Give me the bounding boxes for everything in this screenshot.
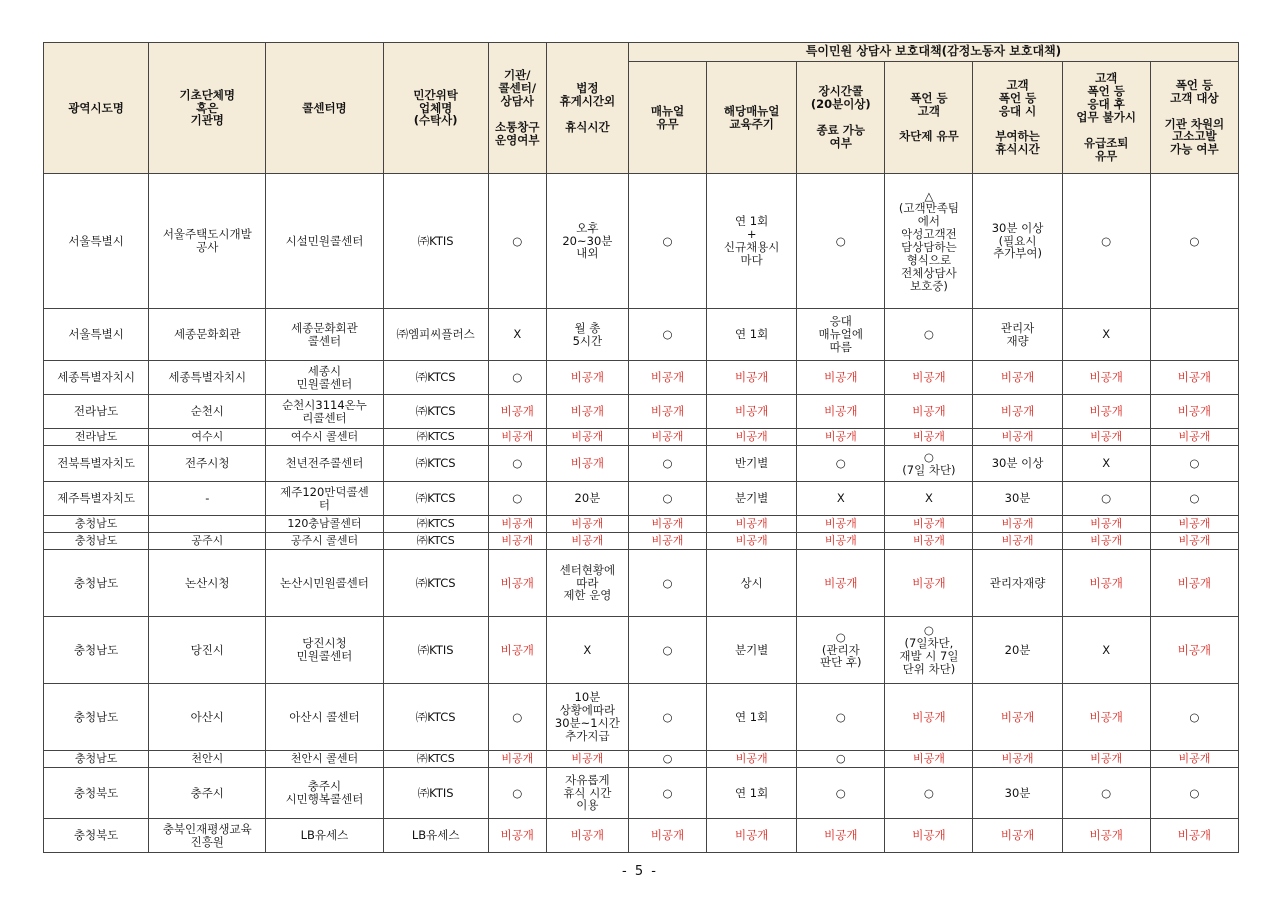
table-cell: ㈜KTCS bbox=[383, 395, 488, 429]
table-row bbox=[44, 768, 1239, 819]
table-cell: 비공개 bbox=[1062, 516, 1150, 533]
table-cell: ㈜KTCS bbox=[383, 446, 488, 482]
table-cell: X bbox=[1062, 446, 1150, 482]
table-cell: 전주시청 bbox=[149, 446, 266, 482]
header-long-call-termination: 장시간콜 (20분이상) 종료 가능 여부 bbox=[797, 62, 885, 174]
table-cell: 비공개 bbox=[546, 819, 628, 853]
table-cell: ○ bbox=[488, 361, 546, 395]
table-cell: 천년전주콜센터 bbox=[266, 446, 383, 482]
table-cell: ○ bbox=[628, 768, 706, 819]
table-row bbox=[44, 550, 1239, 617]
table-cell: 비공개 bbox=[546, 516, 628, 533]
table-cell: 비공개 bbox=[973, 516, 1062, 533]
table-cell: 비공개 bbox=[797, 395, 885, 429]
table-cell: ○ (7일차단, 재발 시 7일 단위 차단) bbox=[885, 617, 973, 684]
table-cell: ○ bbox=[488, 684, 546, 751]
table-cell: 충청북도 bbox=[44, 768, 149, 819]
page-number: - 5 - bbox=[622, 864, 658, 879]
table-cell: 120충남콜센터 bbox=[266, 516, 383, 533]
table-cell: ㈜KTCS bbox=[383, 516, 488, 533]
table-cell: 자유롭게 휴식 시간 이용 bbox=[546, 768, 628, 819]
table-cell: 비공개 bbox=[488, 617, 546, 684]
table-cell: 비공개 bbox=[1150, 617, 1238, 684]
table-cell: ○ bbox=[885, 768, 973, 819]
header-call-center-name: 콜센터명 bbox=[266, 43, 383, 174]
table-cell: 비공개 bbox=[885, 751, 973, 768]
table-cell: 세종특별자치시 bbox=[44, 361, 149, 395]
table-cell: 천안시 콜센터 bbox=[266, 751, 383, 768]
table-row bbox=[44, 309, 1239, 361]
table-cell: 센터현황에 따라 제한 운영 bbox=[546, 550, 628, 617]
table-cell: ○ bbox=[797, 684, 885, 751]
table-cell: 비공개 bbox=[1150, 516, 1238, 533]
table-cell: 비공개 bbox=[1062, 395, 1150, 429]
table-cell: ○ bbox=[797, 174, 885, 309]
table-row bbox=[44, 446, 1239, 482]
table-cell: 상시 bbox=[707, 550, 797, 617]
table-cell: ㈜KTCS bbox=[383, 429, 488, 446]
table-cell: 비공개 bbox=[885, 533, 973, 550]
table-cell: 비공개 bbox=[488, 429, 546, 446]
table-cell: 비공개 bbox=[1062, 429, 1150, 446]
table-cell: 세종문화회관 bbox=[149, 309, 266, 361]
table-cell: 30분 이상 bbox=[973, 446, 1062, 482]
table-cell: ○ bbox=[1150, 768, 1238, 819]
table-cell: 연 1회 bbox=[707, 768, 797, 819]
table-cell: ㈜KTCS bbox=[383, 751, 488, 768]
table-cell: 전라남도 bbox=[44, 429, 149, 446]
table-cell: 비공개 bbox=[546, 395, 628, 429]
table-cell: 비공개 bbox=[973, 361, 1062, 395]
table-cell: 충청남도 bbox=[44, 533, 149, 550]
table-row bbox=[44, 533, 1239, 550]
table-cell: 비공개 bbox=[546, 533, 628, 550]
table-cell: 여수시 bbox=[149, 429, 266, 446]
table-row bbox=[44, 429, 1239, 446]
table-cell: 비공개 bbox=[1150, 429, 1238, 446]
table-cell: 10분 상황에따라 30분~1시간 추가지급 bbox=[546, 684, 628, 751]
table-cell: ○ bbox=[488, 446, 546, 482]
header-customer-blocking: 폭언 등 고객 차단제 유무 bbox=[885, 62, 973, 174]
header-contractor: 민간위탁 업체명 (수탁사) bbox=[383, 43, 488, 174]
table-cell: ○ bbox=[628, 617, 706, 684]
table-cell: 비공개 bbox=[707, 361, 797, 395]
table-cell: 비공개 bbox=[797, 533, 885, 550]
table-cell: 관리자재량 bbox=[973, 550, 1062, 617]
table-cell: 30분 bbox=[973, 482, 1062, 516]
header-rest-time: 고객 폭언 등 응대 시 부여하는 휴식시간 bbox=[973, 62, 1062, 174]
table-cell: 공주시 bbox=[149, 533, 266, 550]
table-cell: LB유세스 bbox=[266, 819, 383, 853]
table-cell: 월 총 5시간 bbox=[546, 309, 628, 361]
table-cell: ㈜KTIS bbox=[383, 174, 488, 309]
table-cell: 비공개 bbox=[885, 395, 973, 429]
table-cell: 비공개 bbox=[885, 550, 973, 617]
table-cell: 논산시민원콜센터 bbox=[266, 550, 383, 617]
table-cell: 비공개 bbox=[973, 684, 1062, 751]
table-cell: 충청남도 bbox=[44, 751, 149, 768]
header-manual: 매뉴얼 유무 bbox=[628, 62, 706, 174]
table-cell: X bbox=[1062, 617, 1150, 684]
table-cell: 비공개 bbox=[707, 429, 797, 446]
table-cell: ○ bbox=[797, 751, 885, 768]
table-row bbox=[44, 819, 1239, 853]
table-cell: 충청남도 bbox=[44, 684, 149, 751]
table-cell: 비공개 bbox=[1150, 751, 1238, 768]
table-cell: 비공개 bbox=[885, 684, 973, 751]
header-extra-break: 법정 휴게시간외 휴식시간 bbox=[546, 43, 628, 174]
table-cell: 충주시 bbox=[149, 768, 266, 819]
table-cell: 비공개 bbox=[707, 395, 797, 429]
table-row bbox=[44, 482, 1239, 516]
table-cell: ㈜KTIS bbox=[383, 617, 488, 684]
table-cell: ○ bbox=[1150, 174, 1238, 309]
table-cell: 순천시 bbox=[149, 395, 266, 429]
table-cell: ○ bbox=[1150, 684, 1238, 751]
table-cell: 반기별 bbox=[707, 446, 797, 482]
table-cell: 비공개 bbox=[1150, 533, 1238, 550]
table-cell: 충주시 시민행복콜센터 bbox=[266, 768, 383, 819]
header-training-cycle: 해당매뉴얼 교육주기 bbox=[707, 62, 797, 174]
table-cell: 비공개 bbox=[1150, 395, 1238, 429]
table-cell: ○ bbox=[1150, 446, 1238, 482]
table-cell: 비공개 bbox=[1150, 550, 1238, 617]
table-cell: 비공개 bbox=[885, 819, 973, 853]
table-cell: 비공개 bbox=[546, 751, 628, 768]
table-cell: ○ bbox=[797, 768, 885, 819]
table-cell: 서울주택도시개발 공사 bbox=[149, 174, 266, 309]
table-cell: ㈜KTCS bbox=[383, 550, 488, 617]
table-cell: X bbox=[797, 482, 885, 516]
table-cell: 제주특별자치도 bbox=[44, 482, 149, 516]
table-cell: 비공개 bbox=[488, 819, 546, 853]
table-cell: 아산시 bbox=[149, 684, 266, 751]
table-cell: 비공개 bbox=[628, 819, 706, 853]
table-cell: 비공개 bbox=[488, 395, 546, 429]
table-cell: 당진시 bbox=[149, 617, 266, 684]
table-cell: 오후 20~30분 내외 bbox=[546, 174, 628, 309]
table-row bbox=[44, 751, 1239, 768]
table-cell: 연 1회 bbox=[707, 309, 797, 361]
table-cell: 비공개 bbox=[488, 550, 546, 617]
table-cell: 비공개 bbox=[707, 819, 797, 853]
header-metro-region: 광역시도명 bbox=[44, 43, 149, 174]
table-cell: 제주120만덕콜센 터 bbox=[266, 482, 383, 516]
table-cell: - bbox=[149, 482, 266, 516]
table-cell: 비공개 bbox=[488, 533, 546, 550]
table-cell: 시설민원콜센터 bbox=[266, 174, 383, 309]
table-cell: 30분 bbox=[973, 768, 1062, 819]
table-cell: ○ bbox=[1150, 482, 1238, 516]
table-cell: 순천시3114온누 리콜센터 bbox=[266, 395, 383, 429]
header-protection-group: 특이민원 상담사 보호대책(감정노동자 보호대책) bbox=[628, 43, 1238, 62]
table-cell: 논산시청 bbox=[149, 550, 266, 617]
table-cell: 당진시청 민원콜센터 bbox=[266, 617, 383, 684]
table-cell: 비공개 bbox=[1062, 361, 1150, 395]
table-cell: 연 1회 bbox=[707, 684, 797, 751]
table-cell: ○ bbox=[1062, 174, 1150, 309]
table-row bbox=[44, 395, 1239, 429]
table-cell: 비공개 bbox=[797, 516, 885, 533]
table-cell: 비공개 bbox=[1062, 533, 1150, 550]
table-cell: 비공개 bbox=[1062, 751, 1150, 768]
table-cell: 비공개 bbox=[797, 361, 885, 395]
table-cell bbox=[1150, 309, 1238, 361]
table-row bbox=[44, 684, 1239, 751]
table-cell: ㈜엠피씨플러스 bbox=[383, 309, 488, 361]
table-cell: 비공개 bbox=[797, 550, 885, 617]
table-cell: 응대 매뉴얼에 따름 bbox=[797, 309, 885, 361]
header-paid-early-leave: 고객 폭언 등 응대 후 업무 불가시 유급조퇴 유무 bbox=[1062, 62, 1150, 174]
table-cell: 20분 bbox=[973, 617, 1062, 684]
table-cell: 충청북도 bbox=[44, 819, 149, 853]
table-cell: 서울특별시 bbox=[44, 174, 149, 309]
table-cell: 비공개 bbox=[885, 429, 973, 446]
table-cell: ○ bbox=[488, 174, 546, 309]
table-cell: 비공개 bbox=[1150, 819, 1238, 853]
table-cell: ○ (관리자 판단 후) bbox=[797, 617, 885, 684]
table-cell: 비공개 bbox=[628, 516, 706, 533]
table-cell: X bbox=[546, 617, 628, 684]
table-cell: 비공개 bbox=[488, 516, 546, 533]
table-cell: △ (고객만족팀 에서 악성고객전 담상담하는 형식으로 전체상담사 보호중) bbox=[885, 174, 973, 309]
table-cell: X bbox=[488, 309, 546, 361]
table-cell: 충청남도 bbox=[44, 516, 149, 533]
table-cell: 비공개 bbox=[1062, 684, 1150, 751]
table-cell: ㈜KTCS bbox=[383, 482, 488, 516]
table-cell: 비공개 bbox=[628, 429, 706, 446]
table-cell: 여수시 콜센터 bbox=[266, 429, 383, 446]
table-cell: 서울특별시 bbox=[44, 309, 149, 361]
table-cell: ㈜KTCS bbox=[383, 684, 488, 751]
table-cell: 비공개 bbox=[973, 751, 1062, 768]
table-cell: 전라남도 bbox=[44, 395, 149, 429]
table-cell: 비공개 bbox=[973, 533, 1062, 550]
table-cell: 비공개 bbox=[1150, 361, 1238, 395]
call-center-protection-table bbox=[43, 42, 1239, 853]
header-communication-channel: 기관/ 콜센터/ 상담사 소통창구 운영여부 bbox=[488, 43, 546, 174]
table-cell: 천안시 bbox=[149, 751, 266, 768]
table-cell: ○ bbox=[628, 446, 706, 482]
table-row bbox=[44, 361, 1239, 395]
table-cell: ○ bbox=[628, 309, 706, 361]
table-cell: ○ bbox=[488, 768, 546, 819]
table-cell: 비공개 bbox=[546, 429, 628, 446]
table-cell: 비공개 bbox=[628, 533, 706, 550]
table-cell: 비공개 bbox=[885, 516, 973, 533]
table-cell: 비공개 bbox=[546, 446, 628, 482]
table-cell: LB유세스 bbox=[383, 819, 488, 853]
table-cell: ㈜KTCS bbox=[383, 361, 488, 395]
table-cell: 비공개 bbox=[885, 361, 973, 395]
table-cell: 연 1회 + 신규채용시 마다 bbox=[707, 174, 797, 309]
table-cell: 비공개 bbox=[973, 819, 1062, 853]
table-cell: 비공개 bbox=[707, 751, 797, 768]
table-row bbox=[44, 174, 1239, 309]
table-cell: 비공개 bbox=[628, 395, 706, 429]
table-cell: 세종특별자치시 bbox=[149, 361, 266, 395]
table-cell: 분기별 bbox=[707, 482, 797, 516]
table-cell: ㈜KTCS bbox=[383, 533, 488, 550]
table-cell: 비공개 bbox=[628, 361, 706, 395]
table-cell: 비공개 bbox=[1062, 550, 1150, 617]
table-cell: 비공개 bbox=[488, 751, 546, 768]
table-cell: 충청남도 bbox=[44, 550, 149, 617]
table-cell: ○ bbox=[628, 482, 706, 516]
table-cell: X bbox=[1062, 309, 1150, 361]
table-cell: ㈜KTIS bbox=[383, 768, 488, 819]
table-cell: ○ (7일 차단) bbox=[885, 446, 973, 482]
table-cell: 세종문화회관 콜센터 bbox=[266, 309, 383, 361]
table-cell: ○ bbox=[628, 550, 706, 617]
table-row bbox=[44, 516, 1239, 533]
table-cell: ○ bbox=[628, 684, 706, 751]
table-cell: 비공개 bbox=[797, 429, 885, 446]
table-cell: 아산시 콜센터 bbox=[266, 684, 383, 751]
table-cell: 비공개 bbox=[707, 533, 797, 550]
table-cell: 비공개 bbox=[797, 819, 885, 853]
table-body bbox=[44, 174, 1239, 853]
table-cell: 충청남도 bbox=[44, 617, 149, 684]
table-cell: 20분 bbox=[546, 482, 628, 516]
table-cell: 충북인재평생교육 진흥원 bbox=[149, 819, 266, 853]
header-legal-action: 폭언 등 고객 대상 기관 차원의 고소고발 가능 여부 bbox=[1150, 62, 1238, 174]
table-row bbox=[44, 617, 1239, 684]
table-cell: 세종시 민원콜센터 bbox=[266, 361, 383, 395]
table-cell: ○ bbox=[628, 174, 706, 309]
table-cell: 분기별 bbox=[707, 617, 797, 684]
table-cell: 비공개 bbox=[1062, 819, 1150, 853]
table-cell: ○ bbox=[488, 482, 546, 516]
table-cell: 30분 이상 (필요시 추가부여) bbox=[973, 174, 1062, 309]
table-cell: X bbox=[885, 482, 973, 516]
table-cell: 비공개 bbox=[707, 516, 797, 533]
table-cell: ○ bbox=[1062, 482, 1150, 516]
table-cell: 비공개 bbox=[973, 429, 1062, 446]
table-cell: 관리자 재량 bbox=[973, 309, 1062, 361]
table-cell: 공주시 콜센터 bbox=[266, 533, 383, 550]
table-cell: ○ bbox=[797, 446, 885, 482]
header-local-government: 기초단체명 혹은 기관명 bbox=[149, 43, 266, 174]
table-cell: ○ bbox=[885, 309, 973, 361]
table-cell bbox=[149, 516, 266, 533]
table-cell: 비공개 bbox=[973, 395, 1062, 429]
table-cell: ○ bbox=[1062, 768, 1150, 819]
table-cell: ○ bbox=[628, 751, 706, 768]
table-cell: 비공개 bbox=[546, 361, 628, 395]
table-cell: 전북특별자치도 bbox=[44, 446, 149, 482]
